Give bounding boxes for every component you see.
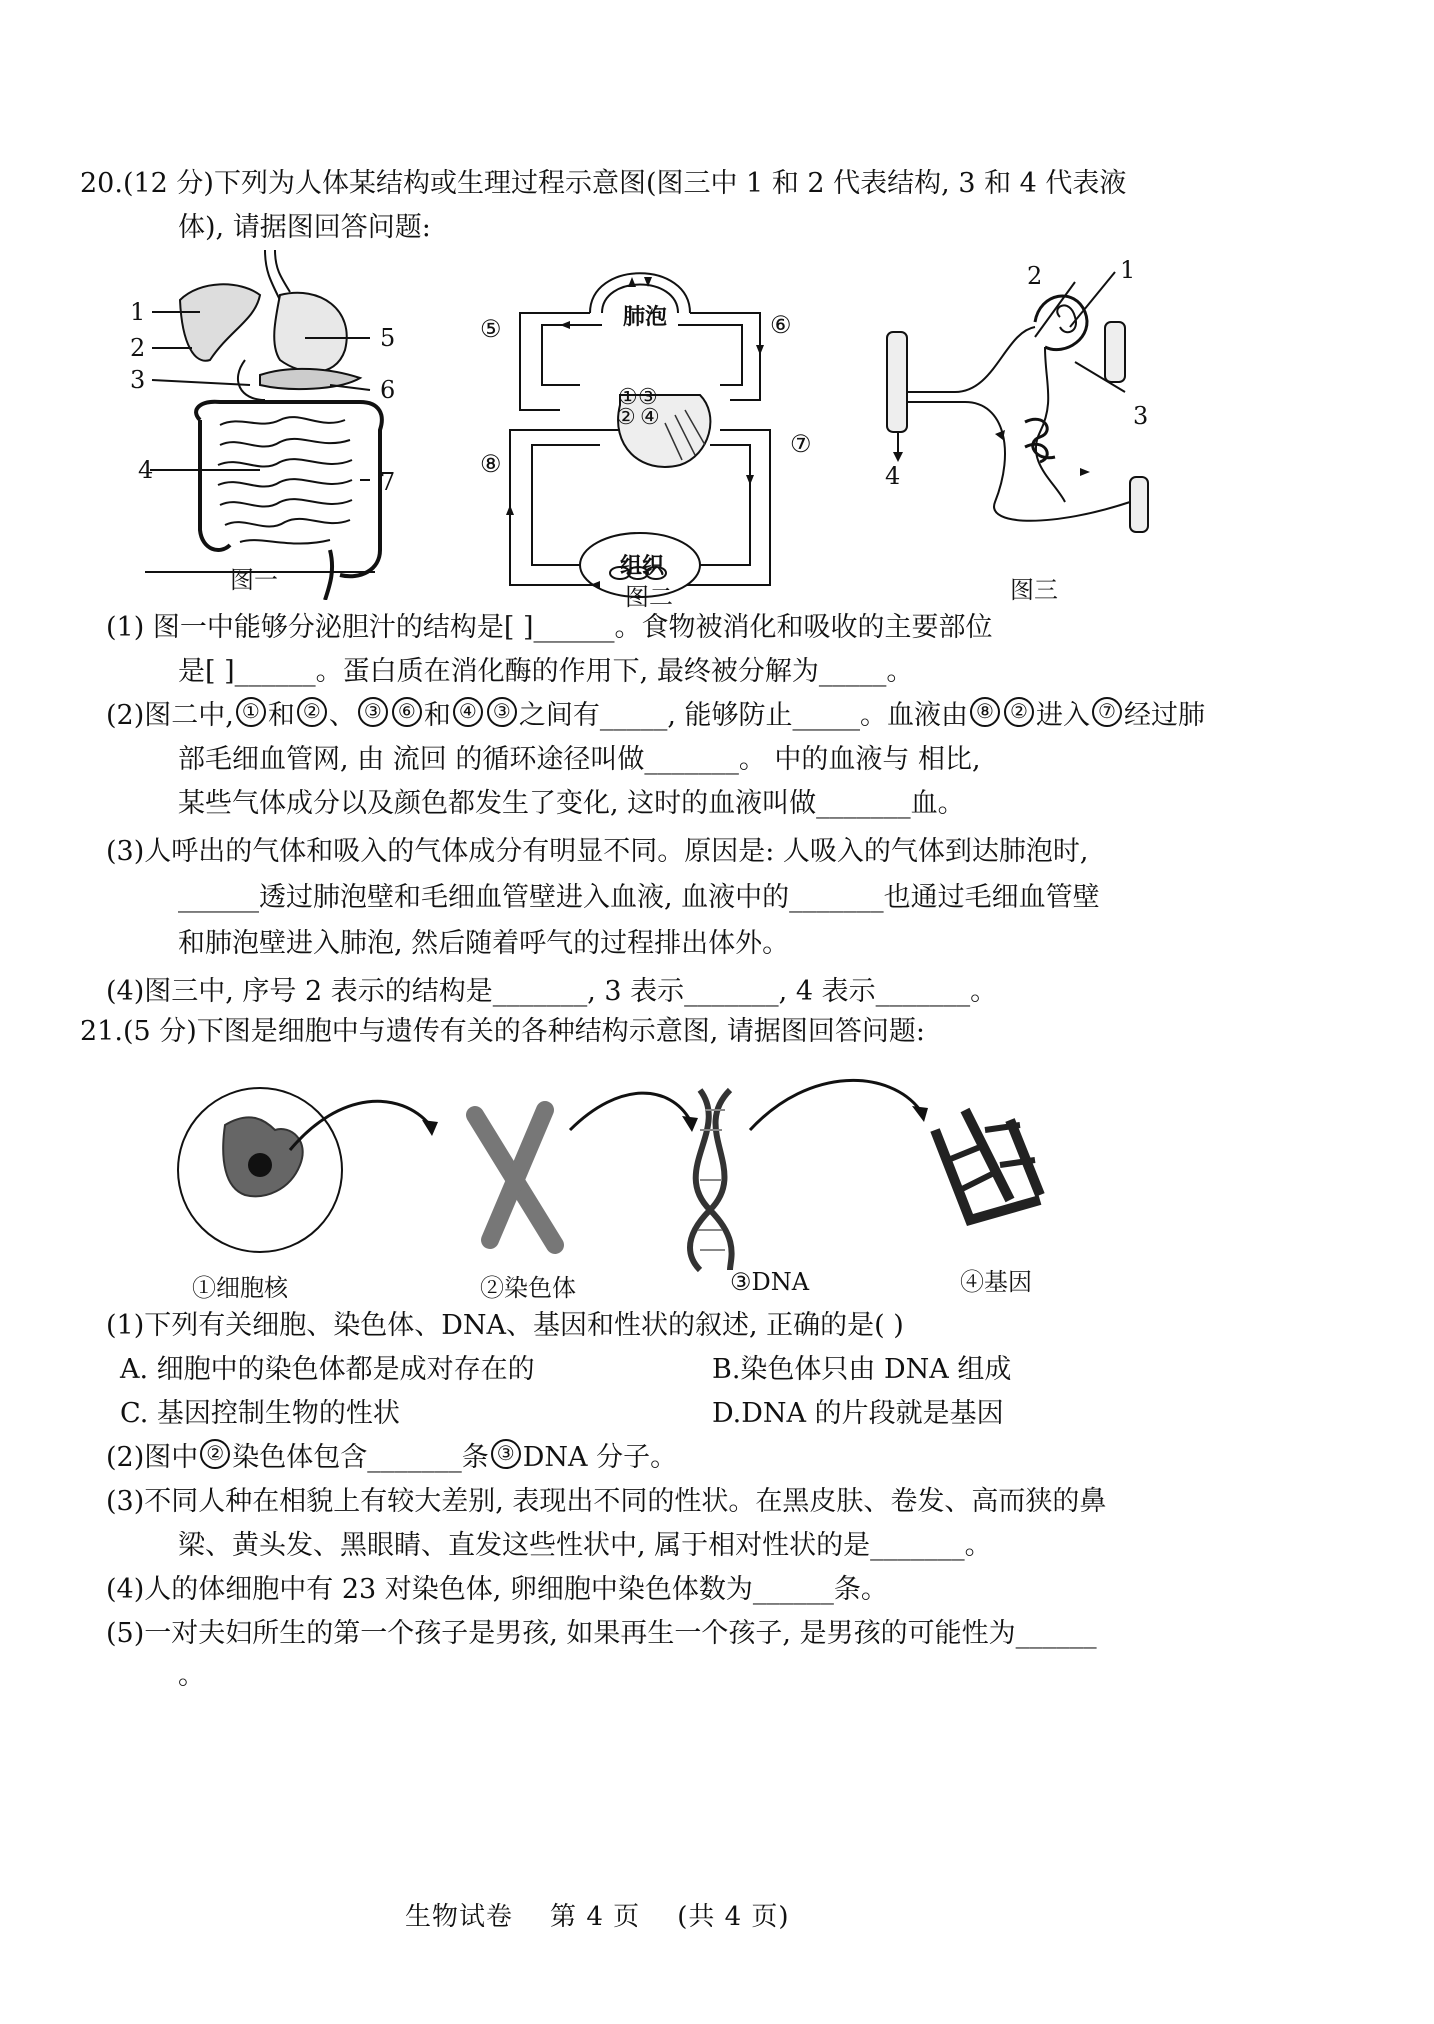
marker-chromosome: ② xyxy=(200,1439,230,1469)
caption-chromosome: ②染色体 xyxy=(480,1274,576,1302)
caption-nucleus: ①细胞核 xyxy=(192,1274,288,1302)
fig2-marker-6: ⑥ xyxy=(770,311,792,339)
q20-p1-line1: (1) 图一中能够分泌胆汁的结构是[ ]______。食物被消化和吸收的主要部位 xyxy=(106,612,993,643)
figure-digestive-system xyxy=(130,250,410,600)
fig2-caption: 图二 xyxy=(625,583,673,611)
fig1-label-3: 3 xyxy=(130,366,146,394)
q21-option-b: B.染色体只由 DNA 组成 xyxy=(712,1354,1012,1385)
q21-title: 21.(5 分)下图是细胞中与遗传有关的各种结构示意图, 请据图回答问题: xyxy=(80,1016,926,1047)
marker-4: ④ xyxy=(453,697,483,727)
fig2-marker-5: ⑤ xyxy=(480,315,502,343)
fig3-label-3: 3 xyxy=(1133,402,1149,430)
fig1-label-4: 4 xyxy=(138,456,154,484)
q21-option-a: A. 细胞中的染色体都是成对存在的 xyxy=(120,1354,535,1385)
fig2-alveolus-label: 肺泡 xyxy=(623,304,668,330)
fig1-label-2: 2 xyxy=(130,334,146,362)
caption-dna: ③DNA xyxy=(730,1268,810,1296)
fig2-marker-8: ⑧ xyxy=(480,450,502,478)
marker-1: ① xyxy=(236,697,266,727)
q21-p1: (1)下列有关细胞、染色体、DNA、基因和性状的叙述, 正确的是( ) xyxy=(106,1310,904,1341)
fig2-marker-7: ⑦ xyxy=(790,430,812,458)
fig3-label-1: 1 xyxy=(1120,256,1136,284)
q20-title-line1: 20.(12 分)下列为人体某结构或生理过程示意图(图三中 1 和 2 代表结构, 3 和 4 代表液 xyxy=(80,168,1127,199)
fig2-marker-1: ① xyxy=(618,385,638,410)
marker-6: ⑥ xyxy=(392,697,422,727)
q21-option-d: D.DNA 的片段就是基因 xyxy=(712,1398,1004,1429)
fig2-marker-4: ④ xyxy=(640,405,660,430)
fig2-tissue-label: 组织 xyxy=(620,553,665,579)
fig1-label-5: 5 xyxy=(380,324,396,352)
q21-p3-line1: (3)不同人种在相貌上有较大差别, 表现出不同的性状。在黑皮肤、卷发、高而狭的鼻 xyxy=(106,1486,1107,1517)
q21-p5-line1: (5)一对夫妇所生的第一个孩子是男孩, 如果再生一个孩子, 是男孩的可能性为______ xyxy=(106,1618,1097,1649)
q20-p2-line3: 某些气体成分以及颜色都发生了变化, 这时的血液叫做_______血。 xyxy=(178,788,965,819)
fig3-label-4: 4 xyxy=(885,462,901,490)
figure-blood-circulation xyxy=(470,265,830,611)
q21-option-c: C. 基因控制生物的性状 xyxy=(120,1398,400,1429)
marker-8: ⑧ xyxy=(970,697,1000,727)
fig1-label-1: 1 xyxy=(130,298,146,326)
q20-p2-line1: (2)图二中, ① 和 ② 、 ③ ⑥ 和 ④ ③ 之间有_____, 能够防止_____。血液由 ⑧ ② 进入 ⑦ 经过肺 xyxy=(106,699,1205,731)
q21-p2: (2)图中 ② 染色体包含_______条 ③ DNA 分子。 xyxy=(106,1441,678,1473)
q21-p3-line2: 梁、黄头发、黑眼睛、直发这些性状中, 属于相对性状的是_______。 xyxy=(178,1530,992,1561)
q21-p4: (4)人的体细胞中有 23 对染色体, 卵细胞中染色体数为______条。 xyxy=(106,1574,888,1605)
q20-p4: (4)图三中, 序号 2 表示的结构是_______, 3 表示_______, 4 表示_______。 xyxy=(106,976,998,1007)
marker-7: ⑦ xyxy=(1092,697,1122,727)
caption-gene: ④基因 xyxy=(960,1268,1032,1296)
q20-p2-line2: 部毛细血管网, 由 流回 的循环途径叫做_______。 中的血液与 相比, xyxy=(178,744,981,775)
marker-3: ③ xyxy=(358,697,388,727)
q20-p3-line2: ______透过肺泡壁和毛细血管壁进入血液, 血液中的_______也通过毛细血管壁 xyxy=(178,882,1100,913)
q20-p3-line3: 和肺泡壁进入肺泡, 然后随着呼气的过程排出体外。 xyxy=(178,928,790,959)
q20-p1-line2: 是[ ]______。蛋白质在消化酶的作用下, 最终被分解为_____。 xyxy=(178,656,914,687)
fig2-marker-3: ③ xyxy=(638,385,658,410)
marker-2: ② xyxy=(297,697,327,727)
fig3-label-2: 2 xyxy=(1027,262,1043,290)
page-footer: 生物试卷 第 4 页 (共 4 页) xyxy=(405,1902,790,1932)
figure-heredity-structures xyxy=(170,1070,1070,1302)
q20-title-line2: 体), 请据图回答问题: xyxy=(178,212,431,243)
marker-3b: ③ xyxy=(487,697,517,727)
fig1-label-6: 6 xyxy=(380,376,396,404)
marker-dna: ③ xyxy=(491,1439,521,1469)
q21-p5-line2: 。 xyxy=(178,1660,205,1691)
fig2-marker-2: ② xyxy=(616,405,636,430)
marker-2b: ② xyxy=(1004,697,1034,727)
q20-p3-line1: (3)人呼出的气体和吸入的气体成分有明显不同。原因是: 人吸入的气体到达肺泡时, xyxy=(106,836,1089,867)
fig1-caption: 图一 xyxy=(230,566,278,594)
figure-nephron xyxy=(875,256,1175,604)
fig3-caption: 图三 xyxy=(1010,576,1058,604)
fig1-label-7: 7 xyxy=(380,468,396,496)
